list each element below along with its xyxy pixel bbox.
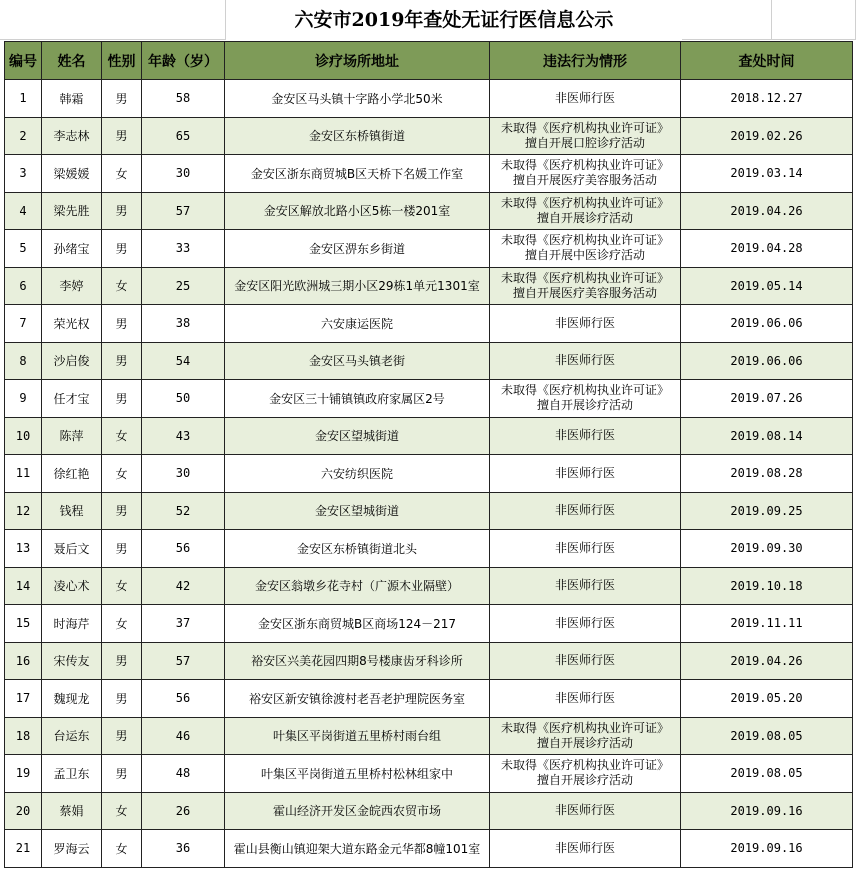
cell-address: 叶集区平岗街道五里桥村雨台组 <box>225 717 490 755</box>
table-row <box>5 530 853 568</box>
cell-name: 韩霜 <box>42 80 102 118</box>
cell-violation <box>490 305 681 343</box>
cell-address: 金安区望城街道 <box>225 417 490 455</box>
cell-sex: 男 <box>102 305 142 343</box>
table-row <box>5 267 853 305</box>
cell-violation <box>490 80 681 118</box>
violation-line-2: 擅自开展诊疗活动 <box>536 398 633 413</box>
cell-name: 台运东 <box>42 717 102 755</box>
cell-date: 2019.06.06 <box>681 305 853 343</box>
cell-sex: 男 <box>102 80 142 118</box>
cell-name: 任才宝 <box>42 380 102 418</box>
cell-age: 30 <box>142 155 225 193</box>
cell-date: 2019.10.18 <box>681 567 853 605</box>
cell-name: 钱程 <box>42 492 102 530</box>
cell-number: 20 <box>5 792 42 830</box>
cell-sex: 女 <box>102 605 142 643</box>
violation-line-2: 擅自开展口腔诊疗活动 <box>524 135 645 150</box>
violation-line-1: 非医师行医 <box>554 503 615 518</box>
cell-address: 裕安区兴美花园四期8号楼康齿牙科诊所 <box>225 642 490 680</box>
cell-number: 1 <box>5 80 42 118</box>
cell-name: 陈萍 <box>42 417 102 455</box>
cell-age: 33 <box>142 230 225 268</box>
violation-line-1: 非医师行医 <box>554 90 615 105</box>
page-title: 六安市2019年查处无证行医信息公示 <box>294 9 614 31</box>
cell-sex: 男 <box>102 642 142 680</box>
cell-sex: 男 <box>102 230 142 268</box>
header-name: 姓名 <box>42 42 102 80</box>
header-sex: 性别 <box>102 42 142 80</box>
cell-age: 54 <box>142 342 225 380</box>
cell-number: 10 <box>5 417 42 455</box>
cell-date: 2019.08.14 <box>681 417 853 455</box>
cell-name: 李志林 <box>42 117 102 155</box>
cell-name: 时海芹 <box>42 605 102 643</box>
violation-line-1: 非医师行医 <box>554 615 615 630</box>
cell-violation <box>490 642 681 680</box>
violation-line-1: 非医师行医 <box>554 540 615 555</box>
cell-sex: 女 <box>102 830 142 868</box>
cell-age: 56 <box>142 530 225 568</box>
cell-address: 金安区马头镇老街 <box>225 342 490 380</box>
cell-sex: 男 <box>102 380 142 418</box>
cell-name: 蔡娟 <box>42 792 102 830</box>
cell-number: 16 <box>5 642 42 680</box>
cell-address: 叶集区平岗街道五里桥村松林组家中 <box>225 755 490 793</box>
cell-name: 徐红艳 <box>42 455 102 493</box>
cell-age: 43 <box>142 417 225 455</box>
cell-sex: 男 <box>102 342 142 380</box>
cell-sex: 男 <box>102 530 142 568</box>
cell-violation <box>490 380 681 418</box>
cell-name: 孟卫东 <box>42 755 102 793</box>
header-date: 查处时间 <box>681 42 853 80</box>
cell-date: 2019.05.20 <box>681 680 853 718</box>
cell-date: 2019.04.28 <box>681 230 853 268</box>
table-row <box>5 492 853 530</box>
cell-violation <box>490 192 681 230</box>
cell-age: 57 <box>142 192 225 230</box>
cell-date: 2019.09.16 <box>681 792 853 830</box>
violation-line-2: 擅自开展医疗美容服务活动 <box>512 285 657 300</box>
cell-name: 荣光权 <box>42 305 102 343</box>
cell-age: 52 <box>142 492 225 530</box>
cell-violation <box>490 455 681 493</box>
cell-violation <box>490 605 681 643</box>
cell-address: 金安区望城街道 <box>225 492 490 530</box>
violation-line-1: 非医师行医 <box>554 578 615 593</box>
violation-line-1: 非医师行医 <box>554 840 615 855</box>
cell-sex: 女 <box>102 155 142 193</box>
cell-number: 2 <box>5 117 42 155</box>
cell-number: 3 <box>5 155 42 193</box>
table-row <box>5 80 853 118</box>
cell-address: 金安区东桥镇街道 <box>225 117 490 155</box>
header-number: 编号 <box>5 42 42 80</box>
table-row <box>5 342 853 380</box>
cell-violation <box>490 267 681 305</box>
violation-line-1: 未取得《医疗机构执业许可证》 <box>500 270 669 285</box>
cell-violation <box>490 492 681 530</box>
cell-sex: 男 <box>102 680 142 718</box>
cell-violation <box>490 680 681 718</box>
violation-line-1: 非医师行医 <box>554 465 615 480</box>
cell-date: 2019.09.30 <box>681 530 853 568</box>
cell-age: 58 <box>142 80 225 118</box>
cell-age: 48 <box>142 755 225 793</box>
violation-line-1: 非医师行医 <box>554 803 615 818</box>
table-row <box>5 455 853 493</box>
cell-name: 魏现龙 <box>42 680 102 718</box>
cell-number: 6 <box>5 267 42 305</box>
cell-number: 15 <box>5 605 42 643</box>
cell-age: 25 <box>142 267 225 305</box>
cell-date: 2019.08.05 <box>681 717 853 755</box>
cell-age: 56 <box>142 680 225 718</box>
cell-violation <box>490 417 681 455</box>
table-row <box>5 155 853 193</box>
cell-name: 孙绪宝 <box>42 230 102 268</box>
violation-line-2: 擅自开展诊疗活动 <box>536 735 633 750</box>
table-row <box>5 567 853 605</box>
violation-line-1: 未取得《医疗机构执业许可证》 <box>500 383 669 398</box>
cell-name: 宋传友 <box>42 642 102 680</box>
cell-name: 凌心术 <box>42 567 102 605</box>
empty-cell <box>0 0 226 40</box>
cell-date: 2019.04.26 <box>681 642 853 680</box>
cell-age: 65 <box>142 117 225 155</box>
cell-number: 19 <box>5 755 42 793</box>
cell-date: 2019.06.06 <box>681 342 853 380</box>
cell-date: 2019.03.14 <box>681 155 853 193</box>
table-row <box>5 192 853 230</box>
cell-name: 罗海云 <box>42 830 102 868</box>
cell-date: 2018.12.27 <box>681 80 853 118</box>
violation-line-1: 未取得《医疗机构执业许可证》 <box>500 158 669 173</box>
cell-violation <box>490 755 681 793</box>
table-row <box>5 417 853 455</box>
cell-address: 金安区浙东商贸城B区商场124－217 <box>225 605 490 643</box>
cell-number: 18 <box>5 717 42 755</box>
cell-number: 13 <box>5 530 42 568</box>
cell-age: 36 <box>142 830 225 868</box>
violation-line-1: 非医师行医 <box>554 690 615 705</box>
cell-number: 17 <box>5 680 42 718</box>
cell-date: 2019.05.14 <box>681 267 853 305</box>
cell-sex: 女 <box>102 567 142 605</box>
cell-address: 金安区浙东商贸城B区天桥下名媛工作室 <box>225 155 490 193</box>
cell-sex: 男 <box>102 717 142 755</box>
cell-date: 2019.11.11 <box>681 605 853 643</box>
cell-name: 聂后文 <box>42 530 102 568</box>
violation-line-2: 擅自开展医疗美容服务活动 <box>512 173 657 188</box>
empty-cell <box>772 0 856 40</box>
violation-line-1: 未取得《医疗机构执业许可证》 <box>500 120 669 135</box>
violation-line-1: 非医师行医 <box>554 428 615 443</box>
cell-number: 12 <box>5 492 42 530</box>
cell-sex: 女 <box>102 455 142 493</box>
table-row <box>5 230 853 268</box>
table-row <box>5 305 853 343</box>
cell-address: 六安纺织医院 <box>225 455 490 493</box>
cell-violation <box>490 567 681 605</box>
cell-violation <box>490 155 681 193</box>
table-row <box>5 717 853 755</box>
cell-violation <box>490 230 681 268</box>
table-body <box>5 80 853 868</box>
cell-violation <box>490 792 681 830</box>
cell-number: 8 <box>5 342 42 380</box>
cell-address: 金安区翁墩乡花寺村（广源木业隔壁） <box>225 567 490 605</box>
table-row <box>5 680 853 718</box>
cell-age: 37 <box>142 605 225 643</box>
table-row <box>5 605 853 643</box>
table-row <box>5 380 853 418</box>
title-row <box>0 0 856 40</box>
cell-sex: 女 <box>102 417 142 455</box>
cell-age: 50 <box>142 380 225 418</box>
violation-line-1: 未取得《医疗机构执业许可证》 <box>500 233 669 248</box>
violation-line-1: 非医师行医 <box>554 353 615 368</box>
cell-sex: 男 <box>102 755 142 793</box>
cell-address: 金安区东桥镇街道北头 <box>225 530 490 568</box>
cell-date: 2019.09.16 <box>681 830 853 868</box>
cell-violation <box>490 717 681 755</box>
header-violation: 违法行为情形 <box>490 42 681 80</box>
cell-address: 金安区马头镇十字路小学北50米 <box>225 80 490 118</box>
violation-line-1: 未取得《医疗机构执业许可证》 <box>500 720 669 735</box>
cell-number: 5 <box>5 230 42 268</box>
cell-sex: 女 <box>102 792 142 830</box>
cell-age: 30 <box>142 455 225 493</box>
cell-violation <box>490 342 681 380</box>
cell-violation <box>490 117 681 155</box>
header-row <box>5 42 853 80</box>
cell-address: 六安康运医院 <box>225 305 490 343</box>
cell-age: 46 <box>142 717 225 755</box>
cell-date: 2019.02.26 <box>681 117 853 155</box>
violation-line-1: 非医师行医 <box>554 315 615 330</box>
cell-date: 2019.08.05 <box>681 755 853 793</box>
violation-line-2: 擅自开展诊疗活动 <box>536 773 633 788</box>
cell-date: 2019.04.26 <box>681 192 853 230</box>
cell-sex: 男 <box>102 492 142 530</box>
cell-age: 57 <box>142 642 225 680</box>
cell-sex: 男 <box>102 117 142 155</box>
cell-age: 38 <box>142 305 225 343</box>
cell-violation <box>490 530 681 568</box>
cell-address: 霍山经济开发区金皖西农贸市场 <box>225 792 490 830</box>
cell-address: 霍山县衡山镇迎架大道东路金元华都8幢101室 <box>225 830 490 868</box>
table-row <box>5 642 853 680</box>
cell-sex: 男 <box>102 192 142 230</box>
cell-number: 14 <box>5 567 42 605</box>
cell-address: 裕安区新安镇徐渡村老吾老护理院医务室 <box>225 680 490 718</box>
cell-date: 2019.08.28 <box>681 455 853 493</box>
table-row <box>5 117 853 155</box>
empty-cell <box>682 0 772 40</box>
violation-line-2: 擅自开展中医诊疗活动 <box>524 248 645 263</box>
cell-date: 2019.07.26 <box>681 380 853 418</box>
cell-date: 2019.09.25 <box>681 492 853 530</box>
cell-sex: 女 <box>102 267 142 305</box>
cell-number: 4 <box>5 192 42 230</box>
cell-address: 金安区三十铺镇镇政府家属区2号 <box>225 380 490 418</box>
cell-address: 金安区解放北路小区5栋一楼201室 <box>225 192 490 230</box>
table-row <box>5 755 853 793</box>
cell-violation <box>490 830 681 868</box>
cell-name: 梁先胜 <box>42 192 102 230</box>
cell-name: 梁媛媛 <box>42 155 102 193</box>
cell-address: 金安区阳光欧洲城三期小区29栋1单元1301室 <box>225 267 490 305</box>
header-address: 诊疗场所地址 <box>225 42 490 80</box>
violation-line-1: 未取得《医疗机构执业许可证》 <box>500 195 669 210</box>
table-row <box>5 792 853 830</box>
cell-number: 11 <box>5 455 42 493</box>
violation-line-1: 未取得《医疗机构执业许可证》 <box>500 758 669 773</box>
header-age: 年龄（岁） <box>142 42 225 80</box>
violation-line-1: 非医师行医 <box>554 653 615 668</box>
table-row <box>5 830 853 868</box>
cell-name: 李婷 <box>42 267 102 305</box>
violation-line-2: 擅自开展诊疗活动 <box>536 210 633 225</box>
cell-name: 沙启俊 <box>42 342 102 380</box>
cell-age: 42 <box>142 567 225 605</box>
cell-age: 26 <box>142 792 225 830</box>
cell-number: 7 <box>5 305 42 343</box>
records-table <box>4 41 853 868</box>
cell-number: 21 <box>5 830 42 868</box>
cell-address: 金安区淠东乡街道 <box>225 230 490 268</box>
cell-number: 9 <box>5 380 42 418</box>
